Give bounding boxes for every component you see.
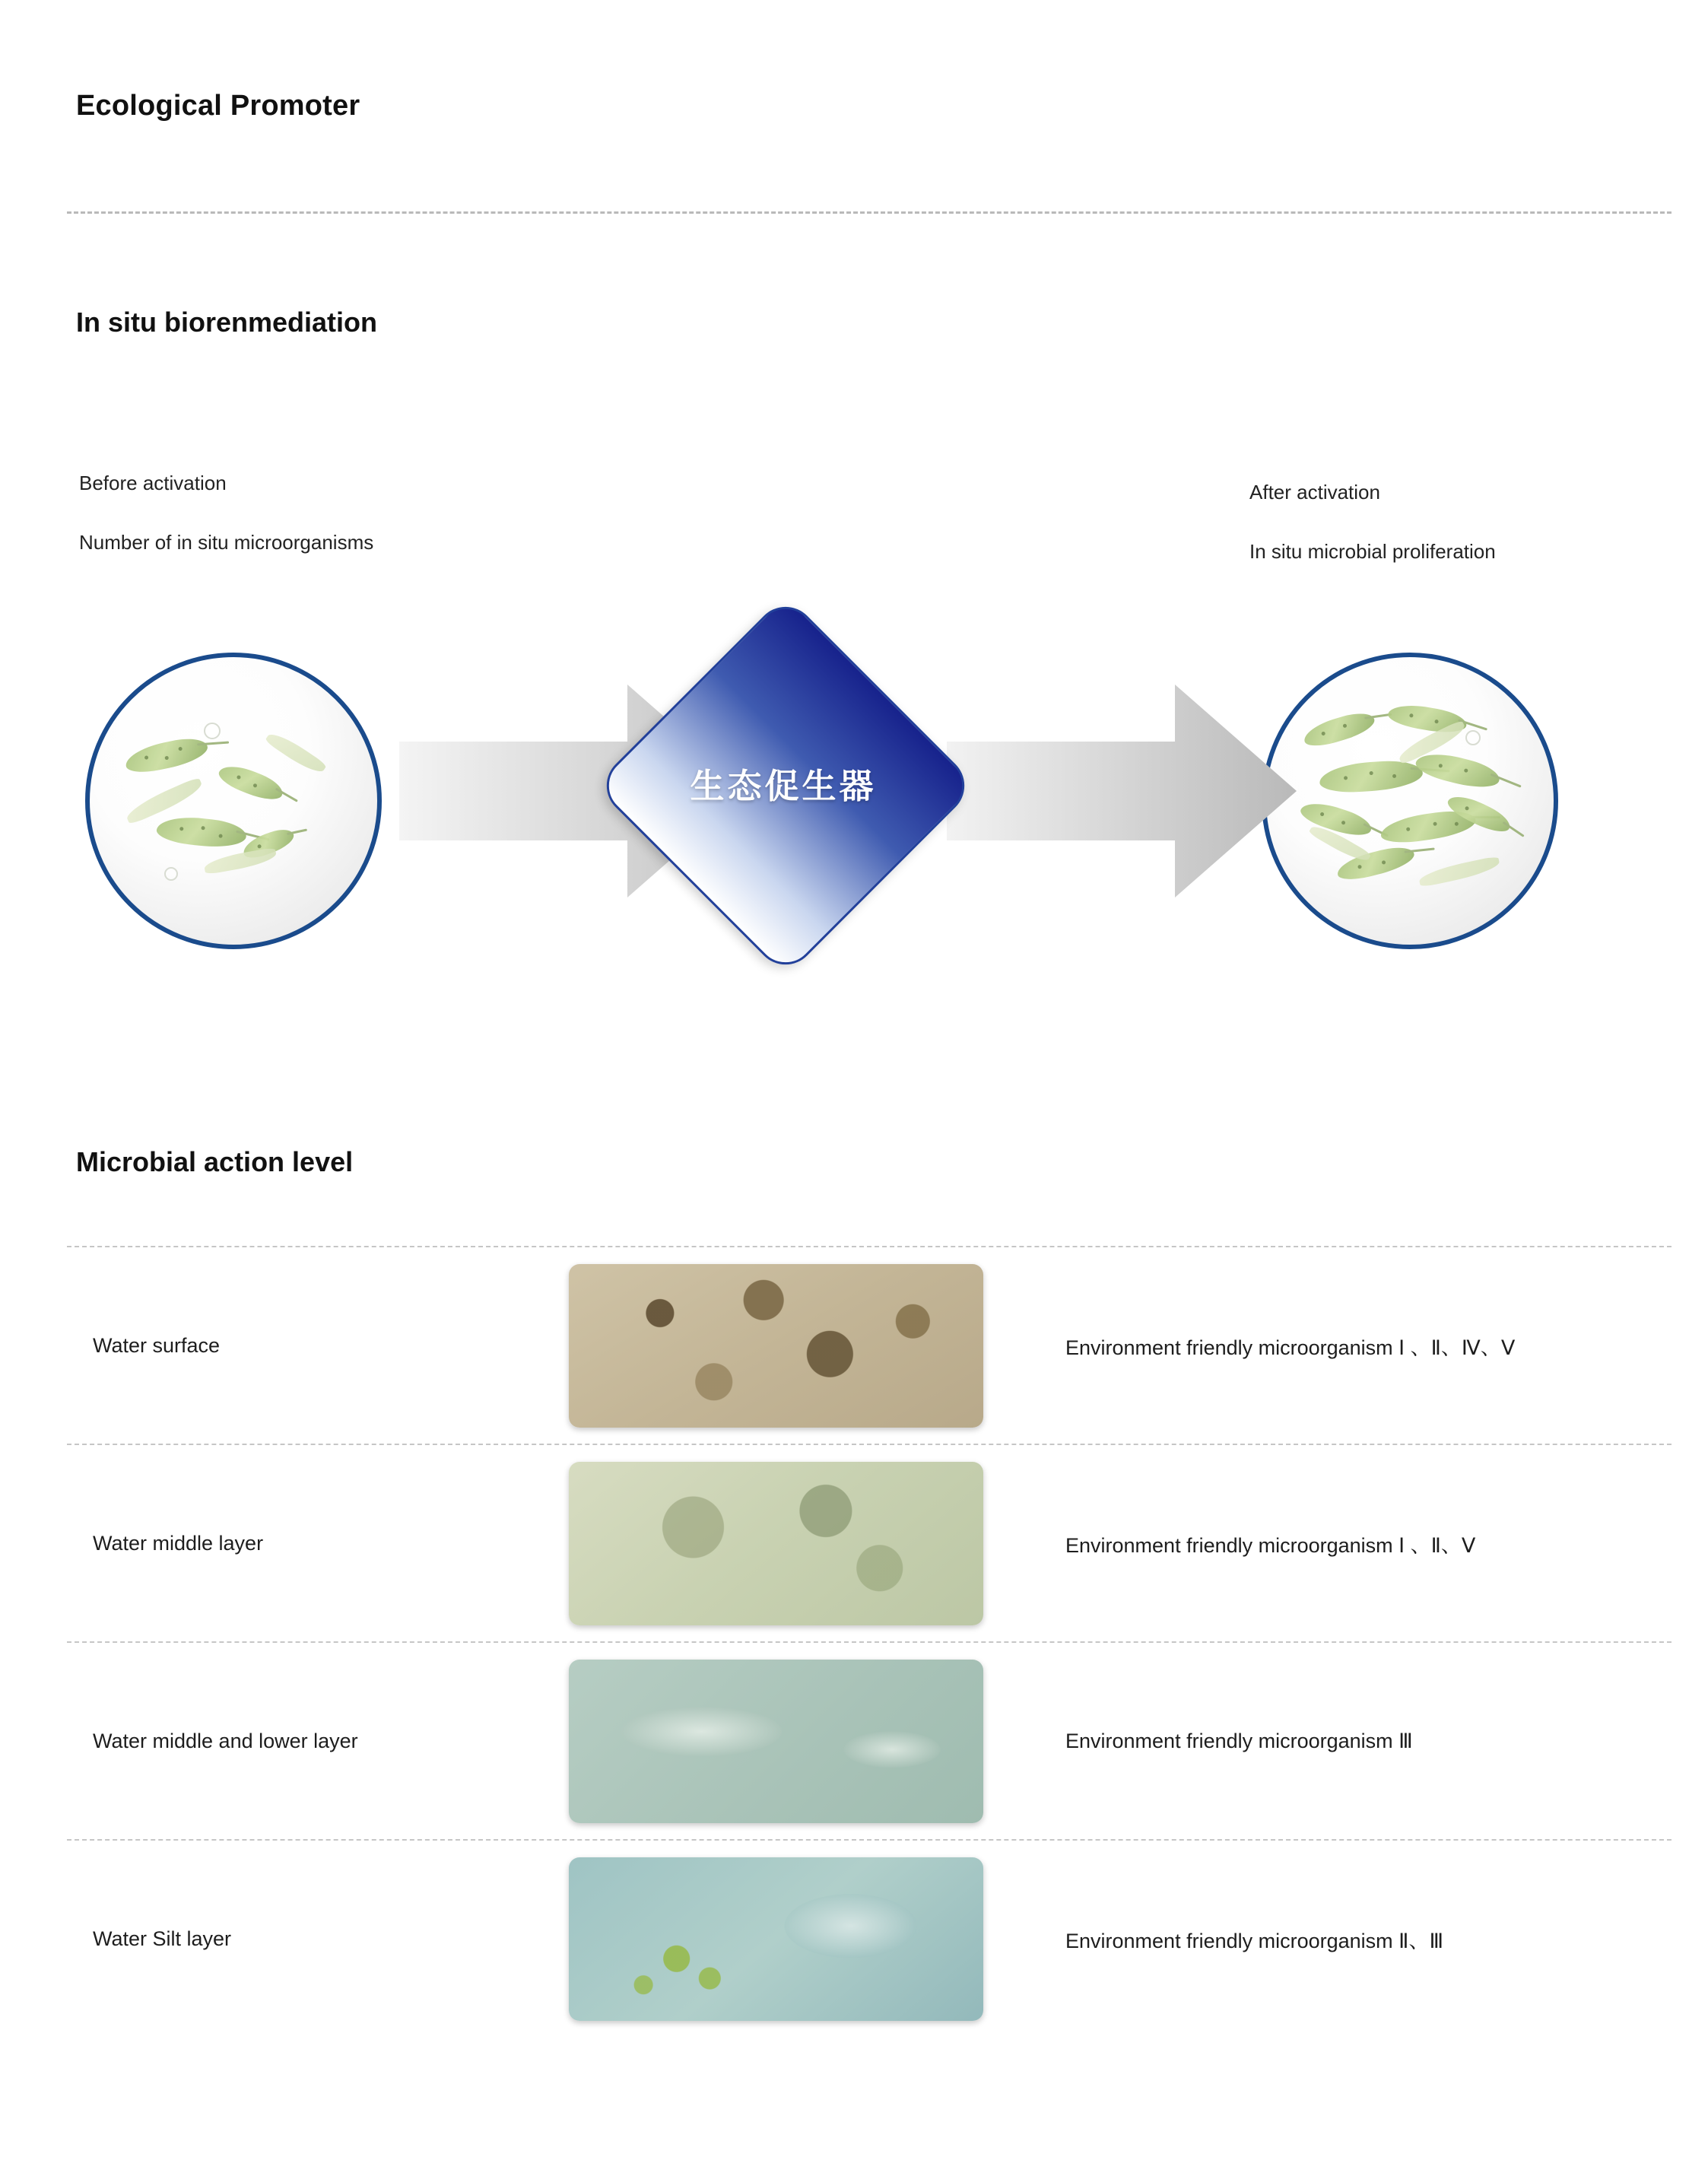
leaf-fragment — [265, 729, 327, 778]
microbe — [123, 734, 211, 777]
table-row — [67, 1841, 1671, 2037]
layer-label: Water middle and lower layer — [93, 1729, 358, 1752]
layer-image-cell — [569, 1660, 983, 1823]
layer-description: Environment friendly microorganism Ⅰ 、Ⅱ、Ⅳ、Ⅴ — [1065, 1336, 1516, 1359]
section-title-bioremediation: In situ biorenmediation — [76, 307, 378, 338]
circle-after-activation — [1262, 653, 1558, 949]
layer-label: Water surface — [93, 1333, 221, 1357]
microbe — [1414, 748, 1503, 793]
table-row — [67, 1247, 1671, 1444]
arrow-center-to-right — [947, 669, 1304, 916]
page-title: Ecological Promoter — [76, 90, 360, 122]
table-row — [67, 1445, 1671, 1641]
bubble — [204, 723, 221, 739]
bubble — [164, 867, 178, 881]
layer-image-cell — [569, 1462, 983, 1625]
label-before-activation: Before activation — [79, 472, 227, 494]
label-after-activation: After activation — [1249, 481, 1380, 504]
header-divider — [67, 211, 1671, 214]
microbe — [1319, 758, 1424, 794]
layer-description: Environment friendly microorganism Ⅰ 、Ⅱ、Ⅴ — [1065, 1533, 1476, 1557]
table-row — [67, 1643, 1671, 1839]
diamond-label: 生态促生器 — [690, 767, 877, 805]
microbe — [216, 760, 287, 806]
microscope-photo-water-surface — [569, 1264, 983, 1428]
label-after-proliferation: In situ microbial proliferation — [1249, 540, 1496, 563]
ecological-promoter-badge — [589, 589, 977, 977]
circle-before-activation — [85, 653, 382, 949]
layer-description: Environment friendly microorganism Ⅱ、Ⅲ — [1065, 1929, 1444, 1952]
leaf-fragment — [203, 847, 278, 875]
bubble — [1465, 730, 1481, 745]
action-level-table — [67, 1246, 1671, 2037]
layer-label: Water middle layer — [93, 1531, 264, 1555]
layer-image-cell — [569, 1857, 983, 2021]
microscope-photo-water-middle-lower-layer — [569, 1660, 983, 1823]
layer-image-cell — [569, 1264, 983, 1428]
microbe — [1301, 708, 1378, 750]
leaf-fragment — [1418, 856, 1501, 888]
microbe — [155, 814, 247, 850]
section-title-action-level: Microbial action level — [76, 1146, 354, 1177]
layer-label: Water Silt layer — [93, 1927, 232, 1950]
microscope-photo-water-silt-layer — [569, 1857, 983, 2021]
label-before-microorganism-count: Number of in situ microorganisms — [79, 531, 374, 554]
layer-description: Environment friendly microorganism Ⅲ — [1065, 1729, 1413, 1752]
microscope-photo-water-middle-layer — [569, 1462, 983, 1625]
